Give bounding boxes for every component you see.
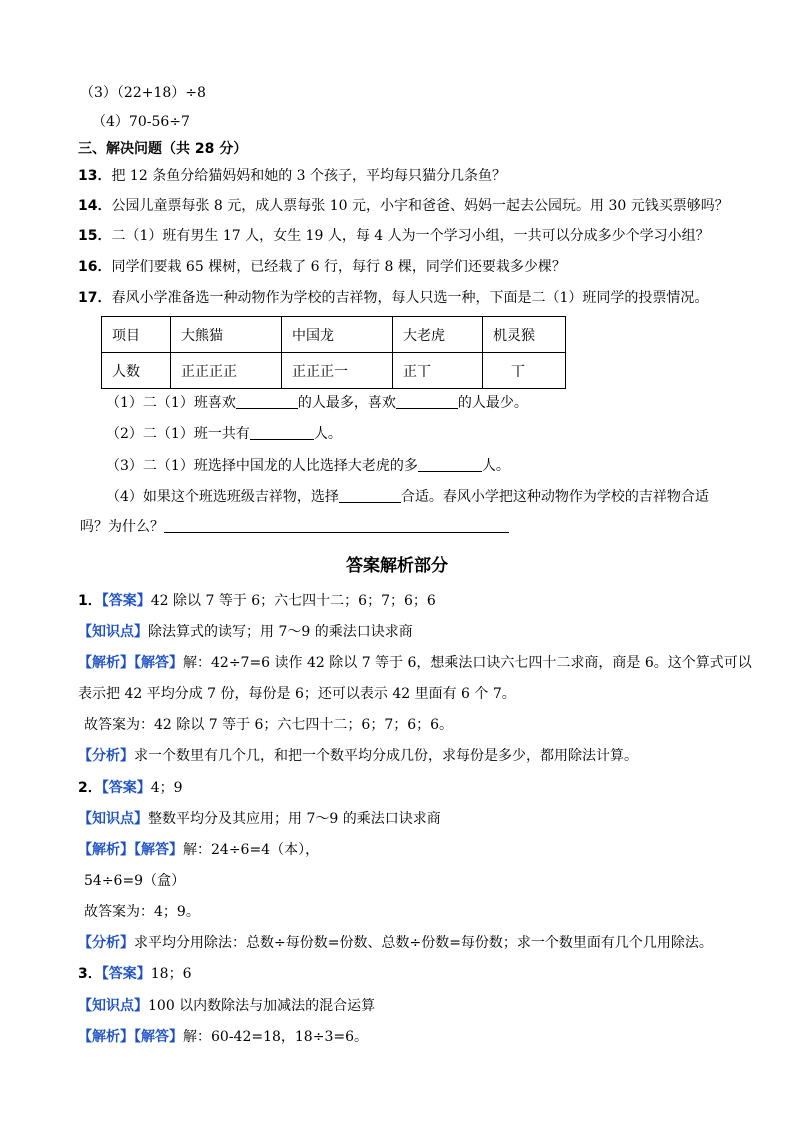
tag-answer: 【答案】 <box>101 780 151 796</box>
tag-analysis: 【解析】 <box>78 1029 134 1045</box>
vote-table <box>101 316 566 389</box>
sub-question-1 <box>106 393 528 413</box>
answer-number: 3． <box>78 966 102 982</box>
exercise-3: （3）（22+18）÷8 <box>80 85 206 101</box>
solution-text: 解：60-42=18，18÷3=6。 <box>183 1029 368 1045</box>
question-13 <box>78 166 506 186</box>
answer-blank[interactable] <box>339 488 401 503</box>
sub-text: （4）如果这个班选班级吉祥物，选择 <box>106 489 339 505</box>
question-text: 同学们要栽 65 棵树，已经栽了 6 行，每行 8 棵，同学们还要栽多少棵？ <box>111 259 566 275</box>
question-number: 17． <box>78 290 112 306</box>
question-number: 13． <box>78 168 112 184</box>
question-15 <box>78 226 710 246</box>
question-number: 15． <box>78 228 112 244</box>
sub-text: 合适。春风小学把这种动物作为学校的吉祥物合适 <box>400 489 709 505</box>
comment-text: 求平均分用除法：总数÷每份数=份数、总数÷份数=每份数；求一个数里面有几个几用除法。 <box>134 935 713 951</box>
sub-question-2 <box>106 424 342 444</box>
final-answer-2: 故答案为：4；9。 <box>84 904 200 920</box>
tag-knowledge: 【知识点】 <box>78 998 148 1014</box>
table-header-cell: 中国龙 <box>282 317 393 353</box>
question-17 <box>78 288 708 308</box>
answer-1 <box>78 591 436 611</box>
table-header-cell: 项目 <box>102 317 171 353</box>
tag-knowledge: 【知识点】 <box>78 624 148 640</box>
answer-blank[interactable] <box>418 457 482 472</box>
sub-text: （3）二（1）班选择中国龙的人比选择大老虎的多 <box>106 458 418 474</box>
question-14 <box>78 196 729 216</box>
sub-question-4 <box>106 487 709 507</box>
knowledge-1 <box>78 622 413 642</box>
comment-1 <box>78 746 638 766</box>
question-text: 二（1）班有男生 17 人，女生 19 人，每 4 人为一个学习小组，一共可以分成多少个学习小组？ <box>111 228 710 244</box>
solution-2-cont: 54÷6=9（盒） <box>84 873 186 889</box>
knowledge-3 <box>78 996 375 1016</box>
tag-comment: 【分析】 <box>78 748 134 764</box>
table-cell: 正丅 <box>393 353 483 389</box>
sub-text: 的人最少。 <box>457 395 528 411</box>
knowledge-text: 除法算式的读写；用 7～9 的乘法口诀求商 <box>148 624 413 640</box>
sub-question-3 <box>106 456 510 476</box>
tag-solution: 【解答】 <box>134 1029 183 1045</box>
question-16 <box>78 257 566 277</box>
sub-text: （1）二（1）班喜欢 <box>106 395 236 411</box>
tag-knowledge: 【知识点】 <box>78 811 148 827</box>
table-cell: 正正正正 <box>171 353 282 389</box>
tag-solution: 【解答】 <box>134 842 183 858</box>
solution-3 <box>78 1027 368 1047</box>
question-text: 春风小学准备选一种动物作为学校的吉祥物，每人只选一种，下面是二（1）班同学的投票情况。 <box>111 290 709 306</box>
table-cell: 丅 <box>483 353 566 389</box>
sub-text: 人。 <box>481 458 510 474</box>
section-heading: 三、解决问题（共 28 分） <box>78 141 248 157</box>
answer-blank[interactable] <box>164 518 509 533</box>
question-number: 16． <box>78 259 112 275</box>
question-text: 公园儿童票每张 8 元，成人票每张 10 元，小宇和爸爸、妈妈一起去公园玩。用 30 元钱买票够吗？ <box>111 198 729 214</box>
sub-question-4-cont <box>80 517 509 537</box>
tag-analysis: 【解析】 <box>78 655 134 671</box>
solution-2 <box>78 840 319 860</box>
table-header-cell: 大老虎 <box>393 317 483 353</box>
table-header-cell: 机灵猴 <box>483 317 566 353</box>
answer-blank[interactable] <box>236 394 298 409</box>
table-row-label: 人数 <box>102 353 171 389</box>
solution-text: 解：24÷6=4（本）， <box>183 842 320 858</box>
sub-text: 的人最多，喜欢 <box>297 395 396 411</box>
answer-number: 2． <box>78 780 102 796</box>
answer-blank[interactable] <box>396 394 458 409</box>
answer-text: 18；6 <box>150 966 192 982</box>
tag-comment: 【分析】 <box>78 935 134 951</box>
answer-3 <box>78 964 191 984</box>
question-text: 把 12 条鱼分给猫妈妈和她的 3 个孩子，平均每只猫分几条鱼？ <box>111 168 507 184</box>
table-header-cell: 大熊猫 <box>171 317 282 353</box>
solution-1-cont: 表示把 42 平均分成 7 份，每份是 6；还可以表示 42 里面有 6 个 7。 <box>78 686 516 702</box>
comment-text: 求一个数里有几个几，和把一个数平均分成几份，求每份是多少，都用除法计算。 <box>134 748 638 764</box>
table-row <box>102 353 566 389</box>
comment-2 <box>78 933 713 953</box>
question-number: 14． <box>78 198 112 214</box>
answer-blank[interactable] <box>250 425 314 440</box>
answer-2 <box>78 778 183 798</box>
answer-text: 42 除以 7 等于 6；六七四十二；6；7；6；6 <box>150 593 436 609</box>
table-cell: 正正正一 <box>282 353 393 389</box>
tag-answer: 【答案】 <box>101 593 151 609</box>
knowledge-2 <box>78 809 441 829</box>
sub-text: 人。 <box>313 426 342 442</box>
knowledge-text: 100 以内数除法与加减法的混合运算 <box>148 998 376 1014</box>
table-row <box>102 317 566 353</box>
knowledge-text: 整数平均分及其应用；用 7～9 的乘法口诀求商 <box>148 811 441 827</box>
answers-section-title: 答案解析部分 <box>346 556 448 576</box>
final-answer-1: 故答案为：42 除以 7 等于 6；六七四十二；6；7；6；6。 <box>84 717 454 733</box>
answer-number: 1． <box>78 593 102 609</box>
solution-text: 解：42÷7=6 读作 42 除以 7 等于 6，想乘法口诀六七四十二求商，商是 6。这个算式可以 <box>183 655 752 671</box>
answer-text: 4；9 <box>150 780 183 796</box>
tag-answer: 【答案】 <box>101 966 151 982</box>
exercise-4: （4）70-56÷7 <box>92 114 190 130</box>
tag-solution: 【解答】 <box>134 655 183 671</box>
tag-analysis: 【解析】 <box>78 842 134 858</box>
solution-1 <box>78 653 752 673</box>
sub-text: 吗？为什么？ <box>80 519 164 535</box>
sub-text: （2）二（1）班一共有 <box>106 426 250 442</box>
